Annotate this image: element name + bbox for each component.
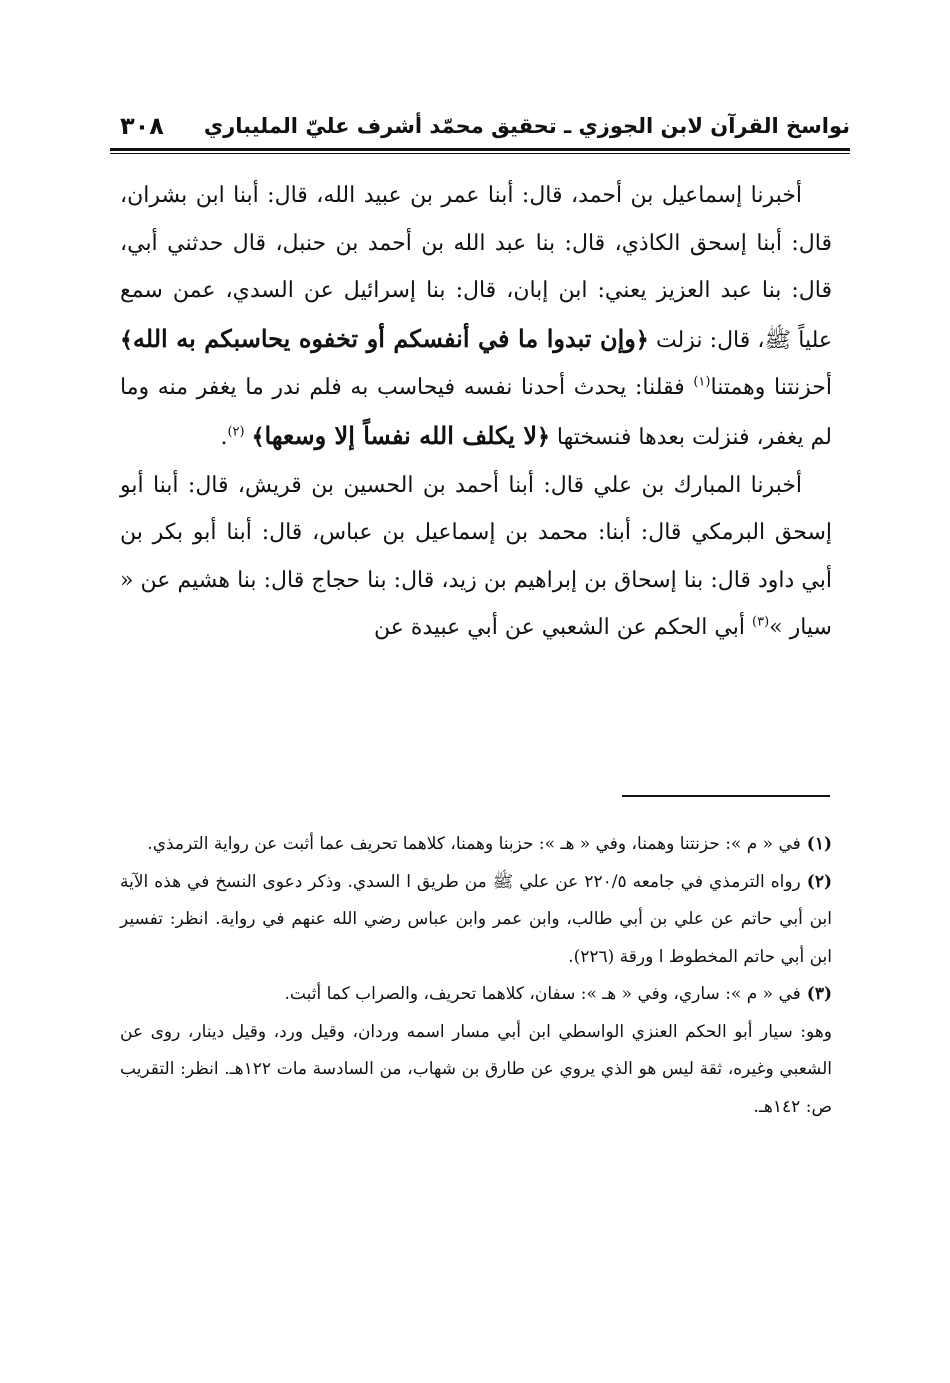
page-number: ٣٠٨: [120, 112, 164, 140]
text-segment: أخبرنا إسماعيل بن أحمد، قال: أبنا عمر بن عبيد الله، قال: أبنا ابن بشران، قال: أبنا إسحق الكاذي، قال: بنا عبد الله بن أحمد بن حنبل، قال حدثني أبي، قال: بنا عبد العزيز يعني: ابن إبان، قال: بنا إسرائيل عن السدي، عمن سمع علياً ﷺ، قال: نزلت: [120, 183, 833, 353]
footnotes: [120, 826, 832, 1126]
paragraph-2: [120, 462, 832, 652]
quran-close-bracket: ﴾: [251, 423, 265, 450]
footnote-ref-3: (٣): [752, 615, 770, 631]
footnote-1: [120, 826, 832, 864]
text-segment: أبي الحكم عن الشعبي عن أبي عبيدة عن: [373, 615, 745, 641]
header-title: نواسخ القرآن لابن الجوزي ـ تحقيق محمّد أشرف عليّ المليباري: [203, 114, 850, 138]
quran-verse-2: لا يكلف الله نفساً إلا وسعها: [264, 420, 538, 450]
main-text: [120, 172, 832, 652]
footnote-marker: (١): [806, 834, 832, 854]
footnote-text: في « م »: حزنتنا وهمنا، وفي « هـ »: حزبنا وهمنا، كلاهما تحريف عما أثبت عن رواية الترمذي.: [147, 834, 801, 854]
text-segment: أحزنتنا وهمتنا: [710, 375, 833, 401]
running-header: [110, 112, 850, 152]
footnote-2: [120, 864, 832, 977]
quran-verse-1: وإن تبدوا ما في أنفسكم أو تخفوه يحاسبكم به الله: [132, 323, 636, 353]
footnote-marker: (٢): [806, 871, 832, 892]
footnote-3-continuation: [120, 1014, 832, 1127]
footnote-text: وهو: سيار أبو الحكم العنزي الواسطي ابن أبي مسار اسمه وردان، وقيل ورد، وقيل دينار، روى عن الشعبي وغيره، ثقة ليس هو الذي يروي عن طارق بن شهاب، من السادسة مات ١٢٢هـ. انظر: التقريب ص: ١٤٢هـ.: [120, 1021, 832, 1117]
header-rule: [110, 148, 850, 154]
footnote-ref-1: (١): [693, 375, 711, 391]
paragraph-1: [120, 172, 832, 462]
text-segment: أخبرنا المبارك بن علي قال: أبنا أحمد بن الحسين بن قريش، قال: أبنا أبو إسحق البرمكي قال: أبنا: محمد بن إسماعيل بن عباس، قال: أبنا أبو بكر بن أبي داود قال: بنا إسحاق بن إبراهيم بن زيد، قال: بنا حجاج قال: بنا هشيم عن « سيار »: [120, 472, 832, 641]
quran-open-bracket: ﴿: [635, 326, 649, 353]
text-segment: فقلنا: يحدث أحدنا نفسه فيحاسب به فلم ندر ما يغفر منه وما لم يغفر، فنزلت بعدها فنسختها: [120, 375, 832, 450]
footnote-separator: [622, 795, 830, 797]
footnote-marker: (٣): [806, 984, 832, 1004]
footnote-text: رواه الترمذي في جامعه ٢٢٠/٥ عن علي ﷺ من طريق ا السدي. وذكر دعوى النسخ في هذه الآية ابن أبي حاتم عن علي بن أبي طالب، وابن عمر وابن عباس رضي الله عنهم في رواية. انظر: تفسير ابن أبي حاتم المخطوط ا ورقة (٢٢٦).: [120, 871, 832, 967]
quran-open-bracket: ﴿: [537, 423, 550, 450]
footnote-ref-2: (٢): [227, 424, 245, 440]
footnote-text: في « م »: ساري، وفي « هـ »: سفان، كلاهما تحريف، والصراب كما أثبت.: [284, 984, 801, 1004]
quran-close-bracket: ﴾: [120, 326, 133, 353]
footnote-3: [120, 976, 832, 1014]
text-segment: .: [220, 424, 228, 450]
